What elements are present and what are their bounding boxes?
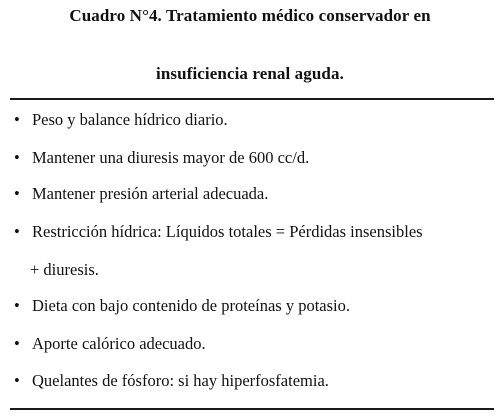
bullet-icon: • — [14, 296, 20, 315]
bullet-icon: • — [14, 222, 20, 241]
list-item-text: Quelantes de fósforo: si hay hiperfosfatemia. — [32, 371, 329, 390]
list-item-text: Restricción hídrica: Líquidos totales = Pérdidas insensibles — [32, 222, 423, 241]
list-item-text: Dieta con bajo contenido de proteínas y potasio. — [32, 296, 350, 315]
top-divider — [10, 98, 494, 100]
table-title-line-1: Cuadro N°4. Tratamiento médico conservador en — [69, 6, 431, 25]
bullet-icon: • — [14, 110, 20, 129]
table-title-line-2: insuficiencia renal aguda. — [156, 64, 344, 83]
bullet-icon: • — [14, 371, 20, 390]
list-item — [14, 110, 228, 130]
list-item — [14, 296, 350, 316]
bullet-icon: • — [14, 148, 20, 167]
bottom-divider — [10, 408, 494, 410]
list-item — [14, 222, 423, 242]
list-item — [14, 334, 206, 354]
list-item — [14, 148, 309, 168]
list-item-text: Mantener presión arterial adecuada. — [32, 184, 269, 203]
list-item-text: Peso y balance hídrico diario. — [32, 110, 228, 129]
list-item-text: Mantener una diuresis mayor de 600 cc/d. — [32, 148, 310, 167]
bullet-icon: • — [14, 334, 20, 353]
list-item — [14, 371, 329, 391]
list-item-text: Aporte calórico adecuado. — [32, 334, 206, 353]
list-item — [14, 184, 268, 204]
bullet-icon: • — [14, 184, 20, 203]
list-item-continuation: + diuresis. — [30, 260, 99, 279]
